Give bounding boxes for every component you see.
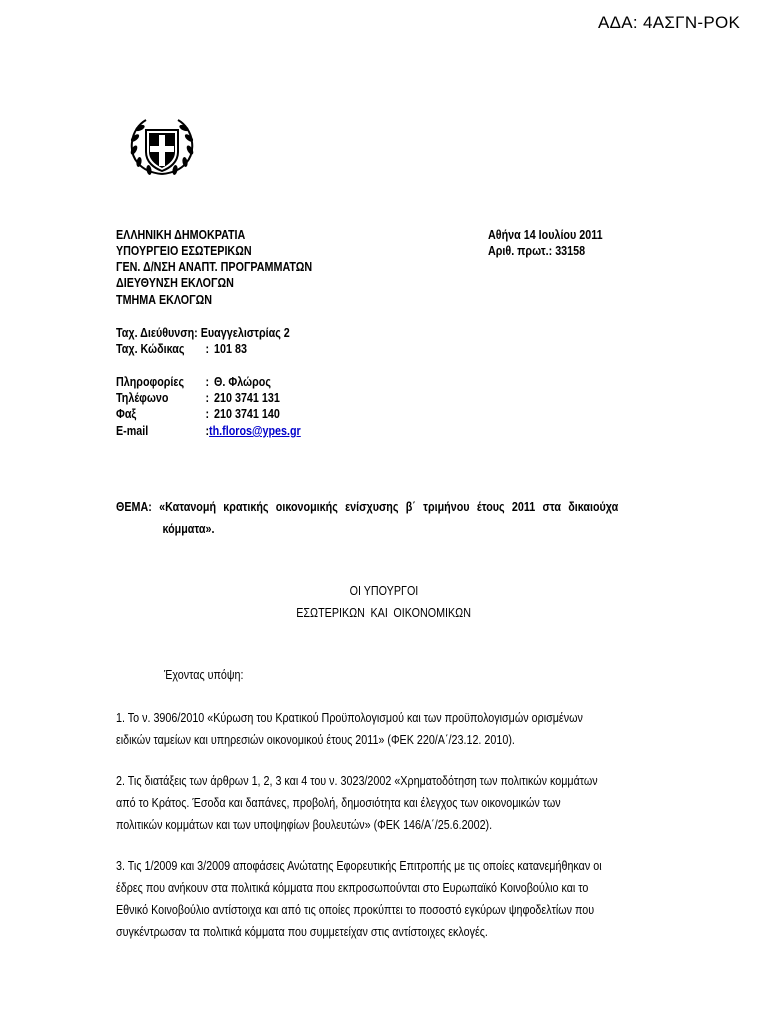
info-label: Πληροφορίες <box>116 375 185 389</box>
paragraph-2 <box>116 770 652 836</box>
header-line-directorate: ΔΙΕΥΘΥΝΣΗ ΕΚΛΟΓΩΝ <box>116 276 234 290</box>
header-line-department: ΤΜΗΜΑ ΕΚΛΟΓΩΝ <box>116 293 213 307</box>
email-separator: : <box>205 424 210 438</box>
considering-intro <box>164 664 700 686</box>
postal-label: Ταχ. Κώδικας <box>116 342 185 356</box>
paragraph-line: πολιτικών κομμάτων και των υποψηφίων βουλευτών» (ΦΕΚ 146/Α΄/25.6.2002). <box>116 818 493 832</box>
paragraph-3 <box>116 855 652 943</box>
ministers-heading-1 <box>116 581 652 601</box>
paragraph-line: 3. Τις 1/2009 και 3/2009 αποφάσεις Ανώτατης Εφορευτικής Επιτροπής με τις οποίες κατανεμήθηκαν οι <box>116 859 602 873</box>
info-separator: : <box>205 375 210 389</box>
paragraph-line: ειδικών ταμείων και υπηρεσιών οικονομικού έτους 2011» (ΦΕΚ 220/Α΄/23.12. 2010). <box>116 733 515 747</box>
paragraph-line: συγκέντρωσαν τα πολιτικά κόμματα που συμμετείχαν στις αντίστοιχες εκλογές. <box>116 925 488 939</box>
address-street <box>116 325 290 341</box>
considering-text: Έχοντας υπόψη: <box>164 668 244 682</box>
paragraph-line: Εθνικό Κοινοβούλιο αντίστοιχα και από τις οποίες προκύπτει το ποσοστό εγκύρων ψηφοδελτίων που <box>116 903 595 917</box>
ministers-names: ΕΣΩΤΕΡΙΚΩΝ ΚΑΙ ΟΙΚΟΝΟΜΙΚΩΝ <box>296 606 472 620</box>
ada-code: ΑΔΑ: 4ΑΣΓΝ-ΡΟΚ <box>598 13 741 32</box>
street-value: : Ευαγγελιστρίας 2 <box>194 326 290 340</box>
header-line-republic: ΕΛΛΗΝΙΚΗ ΔΗΜΟΚΡΑΤΙΑ <box>116 228 246 242</box>
paragraph-line: 2. Τις διατάξεις των άρθρων 1, 2, 3 και 4 του ν. 3023/2002 «Χρηματοδότηση των πολιτικών κομμάτων <box>116 774 598 788</box>
contact-fax <box>116 406 280 422</box>
fax-label: Φαξ <box>116 407 137 421</box>
street-label: Ταχ. Διεύθυνση <box>116 326 195 340</box>
subject-line-2: κόμματα». <box>162 522 215 536</box>
ministers-title: ΟΙ ΥΠΟΥΡΓΟΙ <box>349 584 419 598</box>
postal-value: 101 83 <box>214 342 247 356</box>
email-link[interactable]: th.floros@ypes.gr <box>209 424 301 438</box>
document-date: Αθήνα 14 Ιουλίου 2011 <box>488 228 603 242</box>
contact-phone <box>116 390 280 406</box>
fax-value: 210 3741 140 <box>214 407 280 421</box>
info-value: Θ. Φλώρος <box>214 375 271 389</box>
paragraph-line: από το Κράτος. Έσοδα και δαπάνες, προβολή, δημοσιότητα και έλεγχος των οικονομικών των <box>116 796 561 810</box>
paragraph-line: έδρες που ανήκουν στα πολιτικά κόμματα που εκπροσωπούνται στο Ευρωπαϊκό Κοινοβούλιο και το <box>116 881 589 895</box>
header-line-directorate-general: ΓΕΝ. Δ/ΝΣΗ ΑΝΑΠΤ. ΠΡΟΓΡΑΜΜΑΤΩΝ <box>116 260 313 274</box>
postal-separator: : <box>205 342 210 356</box>
phone-label: Τηλέφωνο <box>116 391 169 405</box>
ministers-heading-2 <box>116 603 652 623</box>
header-line-ministry: ΥΠΟΥΡΓΕΙΟ ΕΣΩΤΕΡΙΚΩΝ <box>116 244 252 258</box>
subject <box>116 496 736 540</box>
contact-info <box>116 374 271 390</box>
phone-separator: : <box>205 391 210 405</box>
address-postal <box>116 341 247 357</box>
contact-email <box>116 423 301 439</box>
paragraph-1 <box>116 707 652 751</box>
protocol-number: Αριθ. πρωτ.: 33158 <box>488 244 586 258</box>
paragraph-line: 1. Το ν. 3906/2010 «Κύρωση του Κρατικού Προϋπολογισμού και των προϋπολογισμών ορισμένων <box>116 711 583 725</box>
fax-separator: : <box>205 407 210 421</box>
phone-value: 210 3741 131 <box>214 391 280 405</box>
email-label: E-mail <box>116 424 149 438</box>
hellenic-republic-coat-of-arms-icon <box>122 116 202 178</box>
subject-line-1: ΘΕΜΑ: «Κατανομή κρατικής οικονομικής ενίσχυσης β΄ τριμήνου έτους 2011 στα δικαιούχα <box>116 500 619 514</box>
